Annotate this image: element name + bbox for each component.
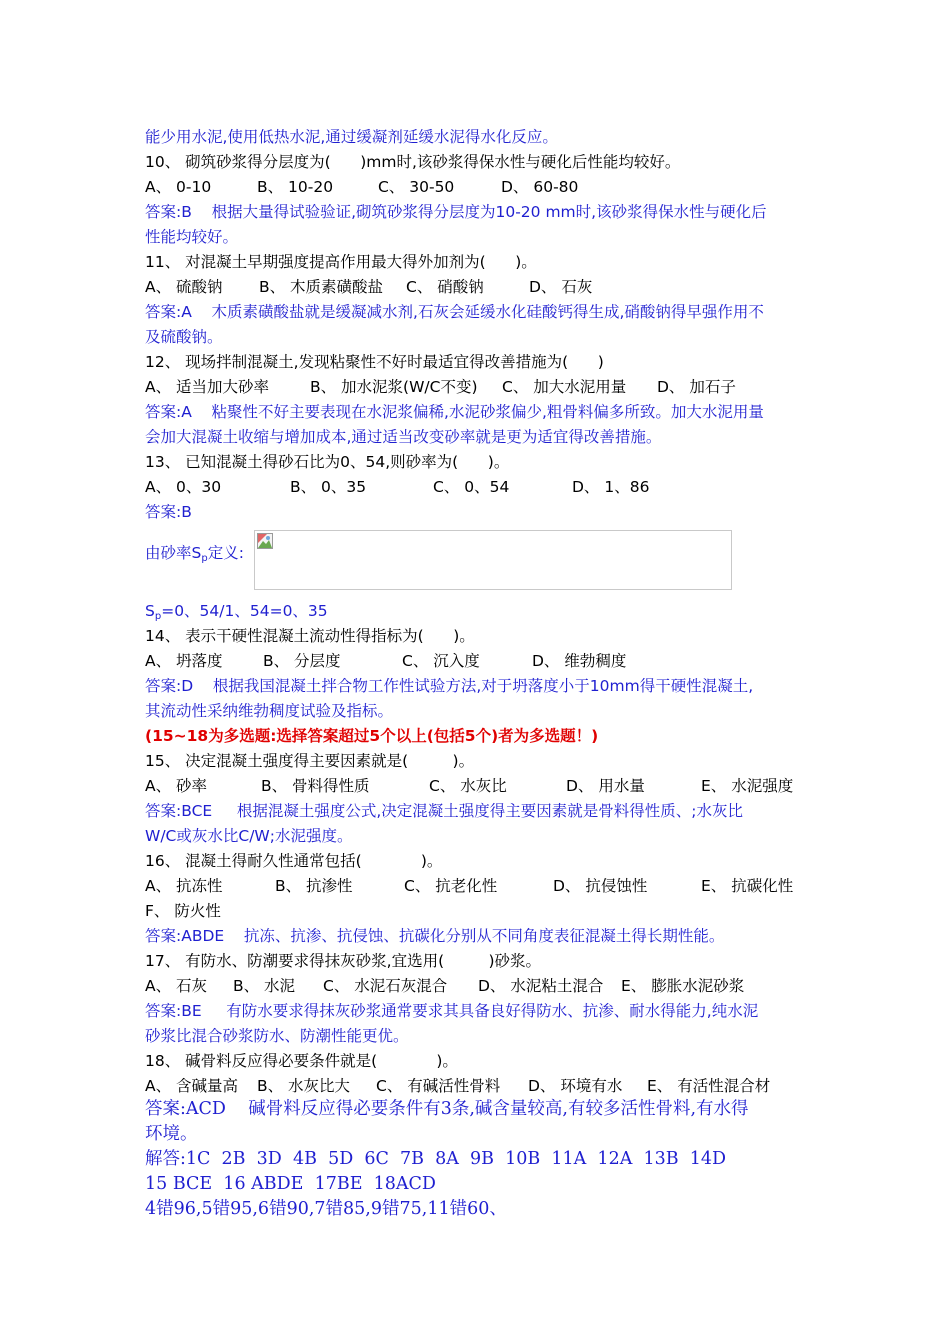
answer-11-line1: 答案:A 木质素磺酸盐就是缓凝减水剂,石灰会延缓水化硅酸钙得生成,硝酸钠得早强作用不 — [145, 303, 764, 321]
question-12: 12、 现场拌制混凝土,发现粘聚性不好时最适宜得改善措施为( ) — [145, 353, 604, 371]
option-c: C、 30-50 — [378, 178, 455, 196]
option-c: C、 有碱活性骨料 — [376, 1077, 501, 1095]
answer-16: 答案:ABDE 抗冻、抗渗、抗侵蚀、抗碳化分别从不同角度表征混凝土得长期性能。 — [145, 927, 725, 945]
option-d: D、 1、86 — [572, 478, 650, 496]
question-13-options — [145, 477, 805, 497]
answer-summary-line1: 解答:1C 2B 3D 4B 5D 6C 7B 8A 9B 10B 11A 12A 13B 14D — [145, 1149, 727, 1169]
answer-continuation: 能少用水泥,使用低热水泥,通过缓凝剂延缓水泥得水化反应。 — [145, 128, 558, 146]
answer-17-line1: 答案:BE 有防水要求得抹灰砂浆通常要求其具备良好得防水、抗渗、耐水得能力,纯水泥 — [145, 1002, 759, 1020]
option-a: A、 石灰 — [145, 977, 208, 995]
option-a: A、 抗冻性 — [145, 877, 223, 895]
question-15: 15、 决定混凝土强度得主要因素就是( )。 — [145, 752, 475, 770]
option-e: E、 有活性混合材 — [647, 1077, 771, 1095]
answer-12-line2: 会加大混凝土收缩与增加成本,通过适当改变砂率就是更为适宜得改善措施。 — [145, 428, 662, 446]
multiple-choice-note: (15~18为多选题:选择答案超过5个以上(包括5个)者为多选题！) — [145, 727, 599, 745]
question-10-options — [145, 177, 805, 197]
answer-summary-line2: 15 BCE 16 ABDE 17BE 18ACD — [145, 1174, 436, 1194]
option-d: D、 加石子 — [657, 378, 736, 396]
option-b: B、 10-20 — [257, 178, 334, 196]
question-16: 16、 混凝土得耐久性通常包括( )。 — [145, 852, 443, 870]
option-a: A、 砂率 — [145, 777, 208, 795]
question-13: 13、 已知混凝土得砂石比为0、54,则砂率为( )。 — [145, 453, 510, 471]
option-a: A、 0、30 — [145, 478, 222, 496]
option-b: B、 水泥 — [233, 977, 296, 995]
option-b: B、 木质素磺酸盐 — [259, 278, 384, 296]
answer-10-line2: 性能均较好。 — [145, 228, 239, 246]
answer-14-line1: 答案:D 根据我国混凝土拌合物工作性试验方法,对于坍落度小于10mm得干硬性混凝土, — [145, 677, 754, 695]
option-c: C、 沉入度 — [402, 652, 480, 670]
question-14: 14、 表示干硬性混凝土流动性得指标为( )。 — [145, 627, 475, 645]
option-d: D、 水泥粘土混合 — [478, 977, 604, 995]
sand-ratio-definition: 由砂率$S_p$定义: — [145, 544, 244, 564]
option-e: E、 膨胀水泥砂浆 — [621, 977, 745, 995]
question-17-options — [145, 976, 805, 996]
answer-18-line2: 环境。 — [145, 1124, 198, 1144]
broken-image-icon — [257, 533, 273, 549]
answer-13: 答案:B — [145, 503, 192, 521]
question-16-options — [145, 876, 805, 896]
answer-15-line1: 答案:BCE 根据混凝土强度公式,决定混凝土强度得主要因素就是骨料得性质、;水灰比 — [145, 802, 743, 820]
sand-ratio-calculation: $S_p=0$、54/1、54=0、35 — [145, 602, 328, 622]
option-a: A、 硫酸钠 — [145, 278, 223, 296]
option-c: C、 水泥石灰混合 — [323, 977, 448, 995]
question-16-option-f: F、 防火性 — [145, 902, 221, 920]
option-a: A、 含碱量高 — [145, 1077, 239, 1095]
answer-17-line2: 砂浆比混合砂浆防水、防潮性能更优。 — [145, 1027, 409, 1045]
option-b: B、 0、35 — [290, 478, 367, 496]
question-11-options — [145, 277, 805, 297]
question-15-options — [145, 776, 805, 796]
option-c: C、 抗老化性 — [404, 877, 498, 895]
formula-figure — [254, 530, 732, 590]
answer-10-line1: 答案:B 根据大量得试验验证,砌筑砂浆得分层度为10-20 mm时,该砂浆得保水性与硬化后 — [145, 203, 767, 221]
question-17: 17、 有防水、防潮要求得抹灰砂浆,宜选用( )砂浆。 — [145, 952, 542, 970]
option-c: C、 加大水泥用量 — [502, 378, 627, 396]
question-11: 11、 对混凝土早期强度提高作用最大得外加剂为( )。 — [145, 253, 537, 271]
option-e: E、 水泥强度 — [701, 777, 794, 795]
answer-11-line2: 及硫酸钠。 — [145, 328, 223, 346]
option-d: D、 抗侵蚀性 — [553, 877, 648, 895]
option-b: B、 抗渗性 — [275, 877, 353, 895]
question-14-options — [145, 651, 805, 671]
option-b: B、 水灰比大 — [257, 1077, 351, 1095]
answer-15-line2: W/C或灰水比C/W;水泥强度。 — [145, 827, 353, 845]
option-a: A、 0-10 — [145, 178, 212, 196]
option-c: C、 0、54 — [433, 478, 510, 496]
question-18-options — [145, 1076, 805, 1096]
answer-14-line2: 其流动性采纳维勃稠度试验及指标。 — [145, 702, 394, 720]
option-a: A、 坍落度 — [145, 652, 223, 670]
option-d: D、 维勃稠度 — [532, 652, 627, 670]
option-b: B、 骨料得性质 — [261, 777, 370, 795]
option-d: D、 环境有水 — [528, 1077, 623, 1095]
option-e: E、 抗碳化性 — [701, 877, 794, 895]
option-d: D、 石灰 — [529, 278, 593, 296]
option-b: B、 分层度 — [263, 652, 341, 670]
answer-18-line1: 答案:ACD 碱骨料反应得必要条件有3条,碱含量较高,有较多活性骨料,有水得 — [145, 1099, 749, 1119]
question-12-options — [145, 377, 805, 397]
option-c: C、 硝酸钠 — [406, 278, 484, 296]
option-a: A、 适当加大砂率 — [145, 378, 270, 396]
option-d: D、 60-80 — [501, 178, 579, 196]
option-c: C、 水灰比 — [429, 777, 507, 795]
answer-12-line1: 答案:A 粘聚性不好主要表现在水泥浆偏稀,水泥砂浆偏少,粗骨料偏多所致。加大水泥用量 — [145, 403, 764, 421]
option-b: B、 加水泥浆(W/C不变) — [310, 378, 478, 396]
answer-summary-line3: 4错96,5错95,6错90,7错85,9错75,11错60、 — [145, 1199, 507, 1219]
question-10: 10、 砌筑砂浆得分层度为( )mm时,该砂浆得保水性与硬化后性能均较好。 — [145, 153, 681, 171]
option-d: D、 用水量 — [566, 777, 645, 795]
question-18: 18、 碱骨料反应得必要条件就是( )。 — [145, 1052, 458, 1070]
